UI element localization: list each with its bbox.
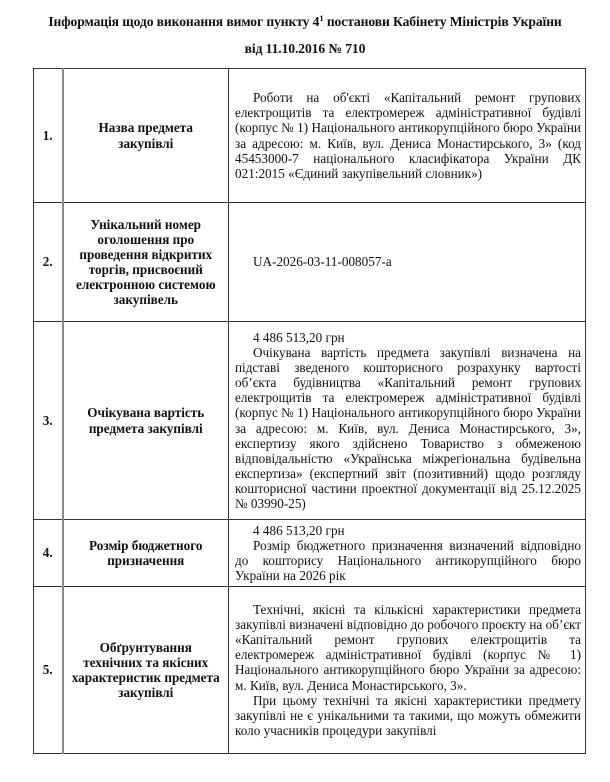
tender-id-value: UA-2026-03-11-008057-a xyxy=(229,203,586,322)
value-paragraph: Роботи на об'єкті «Капітальний ремонт групових електрощитів та електромереж адміністративної будівлі (корпус № 1) Національного антикорупційного бюро України за адресою: м. Київ, вул. Дениса Монастирського, 3» (код 45453000-7 національного класифікатора України ДК 021:2015 «Єдиний закупівельний словник») xyxy=(235,90,581,181)
row-value xyxy=(229,587,586,754)
row-number: 1. xyxy=(34,69,63,203)
row-label: Унікальний номер оголошення про проведення відкритих торгів, присвоєний електронною системою закупівель xyxy=(63,203,229,322)
document-title-line-2: від 11.10.2016 № 710 xyxy=(244,41,366,56)
row-label: Очікувана вартість предмета закупівлі xyxy=(63,322,229,520)
row-number: 4. xyxy=(34,520,63,587)
row-value xyxy=(229,322,586,520)
value-paragraph: Очікувана вартість предмета закупівлі визначена на підставі зведеного кошторисного розрахунку вартості об’єкта будівництва «Капітальний ремонт групових електрощитів та електромереж адміністративної будівлі (корпус № 1) Національного антикорупційного бюро України за адресою: м. Київ, вул. Дениса Монастирського, 3», експертизу якого здійснено Товариство з обмеженою відповідальністю «Українська міжрегіональна будівельна експертиза» (експертний звіт (позитивний) щодо розгляду кошторисної частини проектної документації від 25.12.2025 № 03990-25) xyxy=(235,345,581,511)
row-number: 5. xyxy=(34,587,63,754)
row-number: 3. xyxy=(34,322,63,520)
value-paragraph: Розмір бюджетного призначення визначений відповідно до кошторису Національного антикорупційного бюро України на 2026 рік xyxy=(235,537,581,584)
row-label: Обґрунтування технічних та якісних характеристик предмета закупівлі xyxy=(63,587,229,754)
table-row-subject-name xyxy=(34,69,586,203)
title-main: Інформація щодо виконання вимог пункту 4 xyxy=(48,14,320,29)
table-row-tender-id xyxy=(34,203,586,322)
table-row-budget-allocation xyxy=(34,520,586,587)
row-label: Назва предмета закупівлі xyxy=(63,69,229,203)
amount-value: 4 486 513,20 грн xyxy=(253,522,345,538)
row-value xyxy=(229,520,586,587)
document-title-line-1 xyxy=(0,14,610,30)
row-number: 2. xyxy=(34,203,63,322)
table-row-expected-cost xyxy=(34,322,586,520)
title-rest: постанови Кабінету Міністрів України xyxy=(323,14,562,29)
row-value xyxy=(229,69,586,203)
row-label: Розмір бюджетного призначення xyxy=(63,520,229,587)
procurement-info-table xyxy=(33,68,586,754)
value-paragraph: Технічні, якісні та кількісні характеристики предмета закупівлі визначені відповідно до робочого проєкту на об’єкт «Капітальний ремонт групових електрощитів та електромереж адміністративної будівлі (корпус № 1) Національного антикорупційного бюро України за адресою: м. Київ, вул. Дениса Монастирського, 3». xyxy=(235,602,581,693)
table-row-technical-justification xyxy=(34,587,586,754)
amount-value: 4 486 513,20 грн xyxy=(253,329,345,345)
value-paragraph: При цьому технічні та якісні характеристики предмету закупівлі не є унікальними та такими, що можуть обмежити коло учасників процедури закупівлі xyxy=(235,692,581,738)
title-superscript: 1 xyxy=(319,13,324,23)
